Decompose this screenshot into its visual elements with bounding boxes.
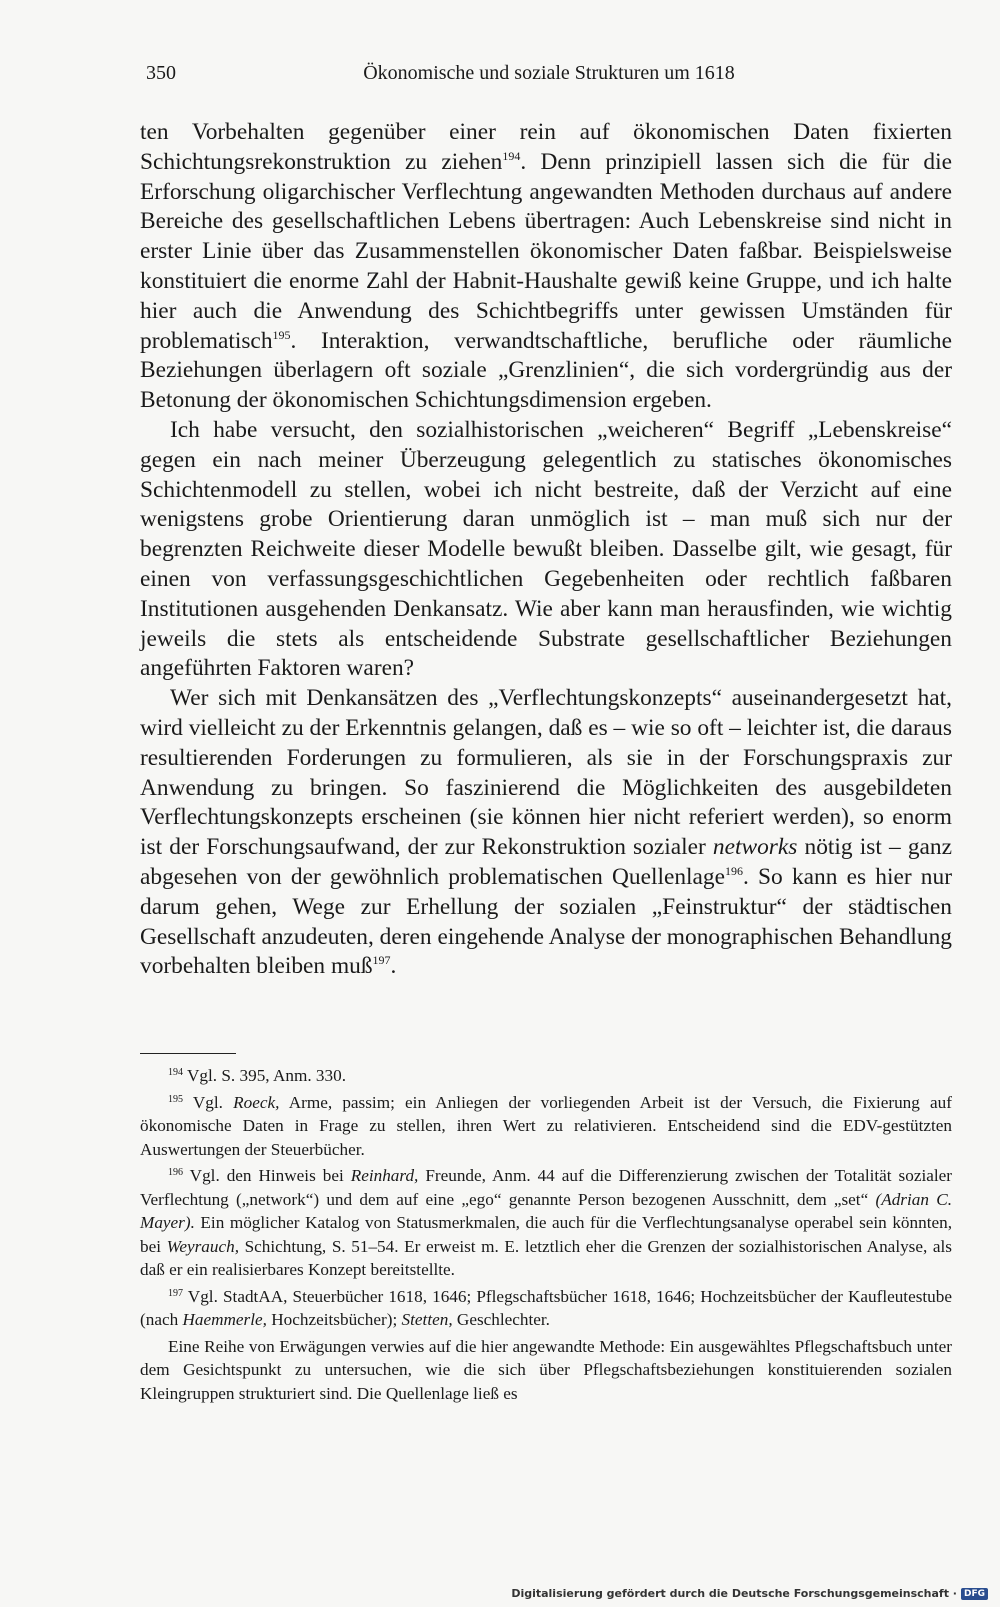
paragraph bbox=[140, 118, 952, 416]
body-text bbox=[140, 118, 952, 982]
text-run: Vgl. StadtAA, Steuerbücher 1618, 1646; Pflegschaftsbücher 1618, 1646; Hochzeitsbücher der Kaufleutestube (nach bbox=[140, 1286, 952, 1329]
footnote-marker: 197 bbox=[168, 1287, 183, 1299]
italic-text: Haemmerle, bbox=[182, 1310, 267, 1329]
text-run: Schichtung, S. 51–54. Er erweist m. E. letztlich eher die Grenzen der sozialhistorischen Analyse, als daß er ein realisierbares Konzept bereitstellte. bbox=[140, 1236, 952, 1279]
footnotes bbox=[140, 1064, 952, 1408]
footnote-separator bbox=[140, 1053, 236, 1054]
text-run: Freunde, Anm. 44 auf die Differenzierung zwischen der Totalität sozialer Verflechtung („network“) und dem auf eine „ego“ genannte Person bezogenen Ausschnitt, dem „set“ bbox=[140, 1166, 952, 1209]
footnote bbox=[140, 1285, 952, 1332]
text-run: Arme, passim; ein Anliegen der vorliegenden Arbeit ist der Versuch, die Fixierung auf ökonomische Daten in Frage zu stellen, ihren Wert zu relativieren. Entscheidend sind die EDV-gestützten Auswertungen der Steuerbücher. bbox=[140, 1092, 952, 1159]
footnote-marker: 197 bbox=[372, 953, 391, 968]
digitization-credit bbox=[511, 1587, 988, 1600]
footnote-marker: 194 bbox=[502, 148, 521, 163]
italic-text: Roeck, bbox=[233, 1092, 280, 1112]
italic-text: (Adrian C. Mayer). bbox=[140, 1189, 952, 1232]
text-run: Geschlechter. bbox=[452, 1310, 550, 1329]
book-page bbox=[140, 0, 952, 1607]
footnote-marker: 196 bbox=[168, 1167, 183, 1178]
paragraph bbox=[140, 684, 952, 982]
text-run: nötig ist – ganz abgesehen von der gewöhnlich problematischen Quellenlage bbox=[140, 834, 952, 890]
footnote-marker: 196 bbox=[725, 863, 744, 878]
text-run: Wer sich mit Denkansätzen des „Verflechtungskonzepts“ auseinandergesetzt hat, wird vielleicht zu der Erkenntnis gelangen, daß es – wie so oft – leichter ist, die daraus resultierenden Forderungen zu formulieren, als sie in der Forschungspraxis zur Anwendung zu bringen. So faszinierend die Möglichkeiten des ausgebildeten Verflechtungskonzepts erscheinen (sie können hier nicht referiert werden), so enorm ist der Forschungsaufwand, der zur Rekonstruktion sozialer bbox=[140, 685, 952, 861]
italic-text: Reinhard, bbox=[350, 1166, 419, 1185]
footnote bbox=[140, 1335, 952, 1406]
text-run: ten Vorbehalten gegenüber einer rein auf ökonomischen Daten fixierten Schichtungsrekonstruktion zu ziehen bbox=[140, 119, 952, 175]
italic-text: Stetten, bbox=[401, 1310, 453, 1329]
paragraph bbox=[140, 416, 952, 684]
text-run: Eine Reihe von Erwägungen verwies auf die hier angewandte Methode: Ein ausgewähltes Pflegschaftsbuch unter dem Gesichtspunkt zu untersuchen, wie die sich über Pflegschaftsbeziehungen konstituierenden sozialen Kleingruppen strukturiert sind. Die Quellenlage ließ es bbox=[140, 1336, 952, 1403]
footnote bbox=[140, 1091, 952, 1162]
italic-text: networks bbox=[712, 834, 798, 861]
text-run: . Interaktion, verwandtschaftliche, berufliche oder räumliche Beziehungen überlagern oft soziale „Grenzlinien“, die sich vordergründig aus der Betonung der ökonomischen Schichtungsdimension ergeben. bbox=[140, 327, 952, 414]
footnote-marker: 194 bbox=[168, 1067, 183, 1078]
text-run: . bbox=[390, 953, 397, 980]
text-run: . So kann es hier nur darum gehen, Wege zur Erhellung der sozialen „Feinstruktur“ der städtischen Gesellschaft anzudeuten, deren eingehende Analyse der monographischen Behandlung vorbehalten bleiben muß bbox=[140, 863, 952, 980]
text-run: . Denn prinzipiell lassen sich die für die Erforschung oligarchischer Verflechtung angewandten Methoden durchaus auf andere Bereiche des gesellschaftlichen Lebens übertragen: Auch Lebenskreise sind nicht in erster Linie über das Zusammenstellen ökonomischer Daten faßbar. Beispielsweise konstituiert die enorme Zahl der Habnit-Haushalte gewiß keine Gruppe, und ich halte hier auch die Anwendung des Schichtbegriffs unter gewissen Umständen für problematisch bbox=[140, 148, 952, 354]
running-title: Ökonomische und soziale Strukturen um 1618 bbox=[363, 62, 735, 84]
text-run: Ich habe versucht, den sozialhistorischen „weicheren“ Begriff „Lebenskreise“ gegen ein nach meiner Überzeugung gelegentlich zu statisches ökonomisches Schichtenmodell zu stellen, wobei ich nicht bestreite, daß der Verzicht auf eine wenigstens grobe Orientierung daran unmöglich ist – man muß sich nur der begrenzten Reichweite dieser Modelle bewußt bleiben. Dasselbe gilt, wie gesagt, für einen von verfassungsgeschichtlichen Gegebenheiten oder rechtlich faßbaren Institutionen ausgehenden Denkansatz. Wie aber kann man herausfinden, wie wichtig jeweils die stets als entscheidende Substrate gesellschaftlicher Beziehungen angeführten Faktoren waren? bbox=[140, 416, 952, 682]
italic-text: Weyrauch, bbox=[166, 1236, 239, 1256]
text-run: Vgl. bbox=[183, 1092, 234, 1112]
running-header bbox=[146, 62, 952, 92]
footnote bbox=[140, 1064, 952, 1088]
text-run: Vgl. den Hinweis bei bbox=[183, 1166, 351, 1185]
text-run: Vgl. S. 395, Anm. 330. bbox=[183, 1066, 346, 1085]
text-run: Ein möglicher Katalog von Statusmerkmalen, die auch für die Verflechtungsanalyse operabel sein könnten, bei bbox=[140, 1213, 952, 1256]
text-run: Hochzeitsbücher); bbox=[266, 1310, 402, 1329]
dfg-logo: DFG bbox=[961, 1588, 988, 1600]
footnote-marker: 195 bbox=[168, 1093, 183, 1105]
page-number: 350 bbox=[146, 62, 176, 84]
credit-text: Digitalisierung gefördert durch die Deutsche Forschungsgemeinschaft · bbox=[511, 1587, 957, 1600]
footnote bbox=[140, 1164, 952, 1282]
footnote-marker: 195 bbox=[272, 327, 291, 342]
